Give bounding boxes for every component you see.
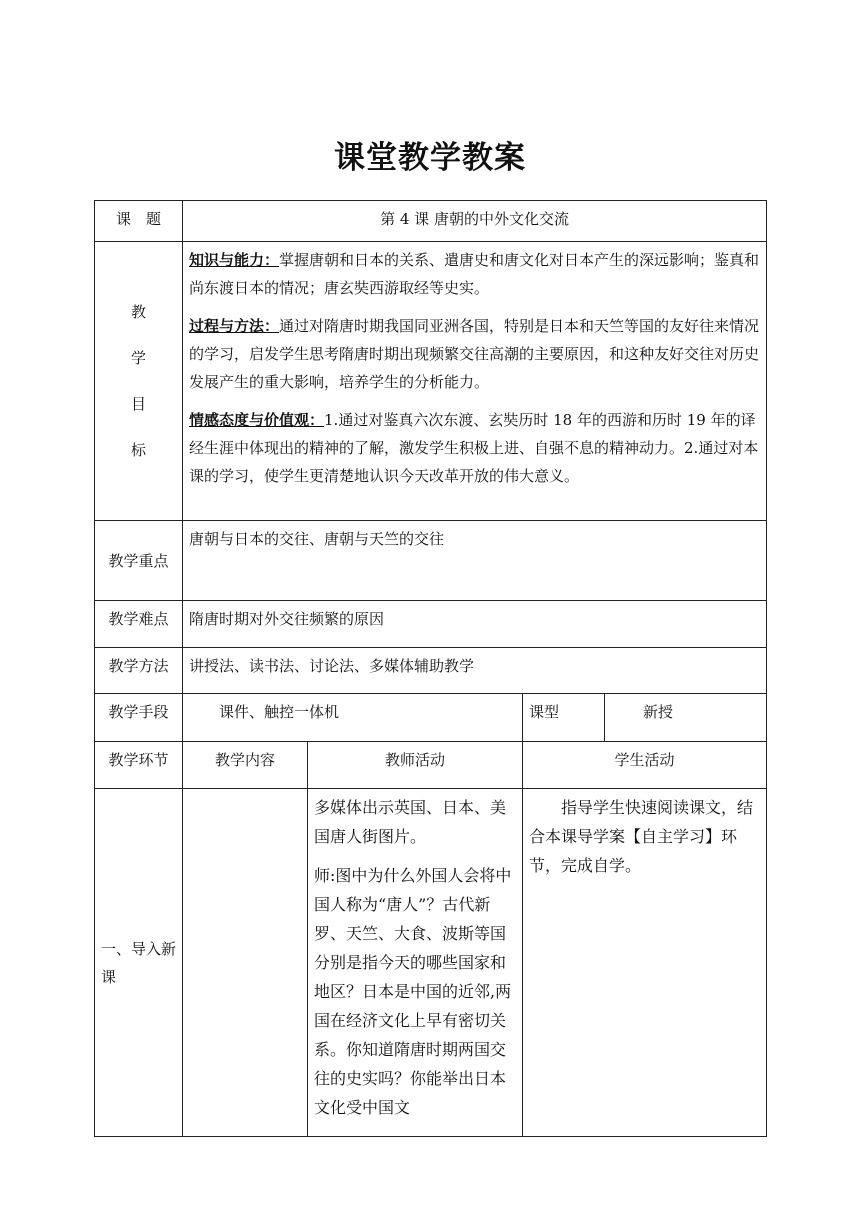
methods-value: 讲授法、读书法、讨论法、多媒体辅助教学 bbox=[183, 648, 767, 694]
emotion-label: 情感态度与价值观： bbox=[189, 411, 325, 429]
intro-row bbox=[95, 789, 767, 1137]
intro-student-activity: 指导学生快速阅读课文，结合本课导学案【自主学习】环节，完成自学。 bbox=[523, 789, 767, 1137]
objectives-label bbox=[95, 242, 183, 521]
objectives-label-char: 目 bbox=[130, 395, 146, 413]
knowledge-objective bbox=[189, 246, 760, 302]
student-header: 学生活动 bbox=[523, 742, 767, 789]
difficulties-label: 教学难点 bbox=[95, 601, 183, 648]
methods-row bbox=[95, 648, 767, 694]
objectives-label-char: 标 bbox=[130, 441, 146, 459]
knowledge-label: 知识与能力： bbox=[189, 251, 280, 269]
objectives-content bbox=[183, 242, 767, 521]
intro-teacher-activity bbox=[308, 789, 523, 1137]
lesson-type-label: 课型 bbox=[523, 694, 605, 742]
topic-value: 第 4 课 唐朝的中外文化交流 bbox=[183, 201, 767, 242]
methods-label: 教学方法 bbox=[95, 648, 183, 694]
process-objective bbox=[189, 312, 760, 396]
intro-content bbox=[183, 789, 308, 1137]
key-points-label: 教学重点 bbox=[95, 521, 183, 601]
teacher-activity-p2: 师:图中为什么外国人会将中国人称为“唐人”？古代新罗、天竺、大食、波斯等国分别是指今天的哪些国家和地区？日本是中国的近邻,两国在经济文化上早有密切关系。你知道隋唐时期两国交往的史实吗？你能举出日本文化受中国文 bbox=[314, 866, 512, 1117]
means-row bbox=[95, 694, 767, 742]
means-value: 课件、触控一体机 bbox=[183, 694, 523, 742]
lesson-plan-table bbox=[94, 200, 767, 1137]
process-text: 通过对隋唐时期我国同亚洲各国，特别是日本和天竺等国的友好往来情况的学习，启发学生思考隋唐时期出现频繁交往高潮的主要原因，和这种友好交往对历史发展产生的重大影响，培养学生的分析能力。 bbox=[189, 317, 760, 391]
teacher-header: 教师活动 bbox=[308, 742, 523, 789]
difficulties-row bbox=[95, 601, 767, 648]
topic-label: 课 题 bbox=[95, 201, 183, 242]
stage-header: 教学环节 bbox=[95, 742, 183, 789]
process-header-row bbox=[95, 742, 767, 789]
intro-stage: 一、导入新课 bbox=[95, 789, 183, 1137]
topic-row bbox=[95, 201, 767, 242]
means-label: 教学手段 bbox=[95, 694, 183, 742]
objectives-label-char: 学 bbox=[130, 349, 146, 367]
document-title: 课堂教学教案 bbox=[334, 140, 526, 176]
key-points-row bbox=[95, 521, 767, 601]
key-points-value: 唐朝与日本的交往、唐朝与天竺的交往 bbox=[183, 521, 767, 601]
emotion-text: 1.通过对鉴真六次东渡、玄奘历时 18 年的西游和历时 19 年的译经生涯中体现出的精神的了解，激发学生积极上进、自强不息的精神动力。2.通过对本课的学习，使学生更清楚地认识今天改革开放的伟大意义。 bbox=[189, 411, 759, 485]
objectives-row bbox=[95, 242, 767, 521]
process-label: 过程与方法： bbox=[189, 317, 280, 335]
objectives-label-char: 教 bbox=[130, 303, 146, 321]
knowledge-text: 掌握唐朝和日本的关系、遣唐史和唐文化对日本产生的深远影响；鉴真和尚东渡日本的情况；唐玄奘西游取经等史实。 bbox=[189, 251, 760, 297]
emotion-objective bbox=[189, 406, 760, 490]
difficulties-value: 隋唐时期对外交往频繁的原因 bbox=[183, 601, 767, 648]
content-header: 教学内容 bbox=[183, 742, 308, 789]
lesson-type-value: 新授 bbox=[605, 694, 767, 742]
teacher-activity-p1: 多媒体出示英国、日本、美国唐人街图片。 bbox=[314, 798, 507, 846]
